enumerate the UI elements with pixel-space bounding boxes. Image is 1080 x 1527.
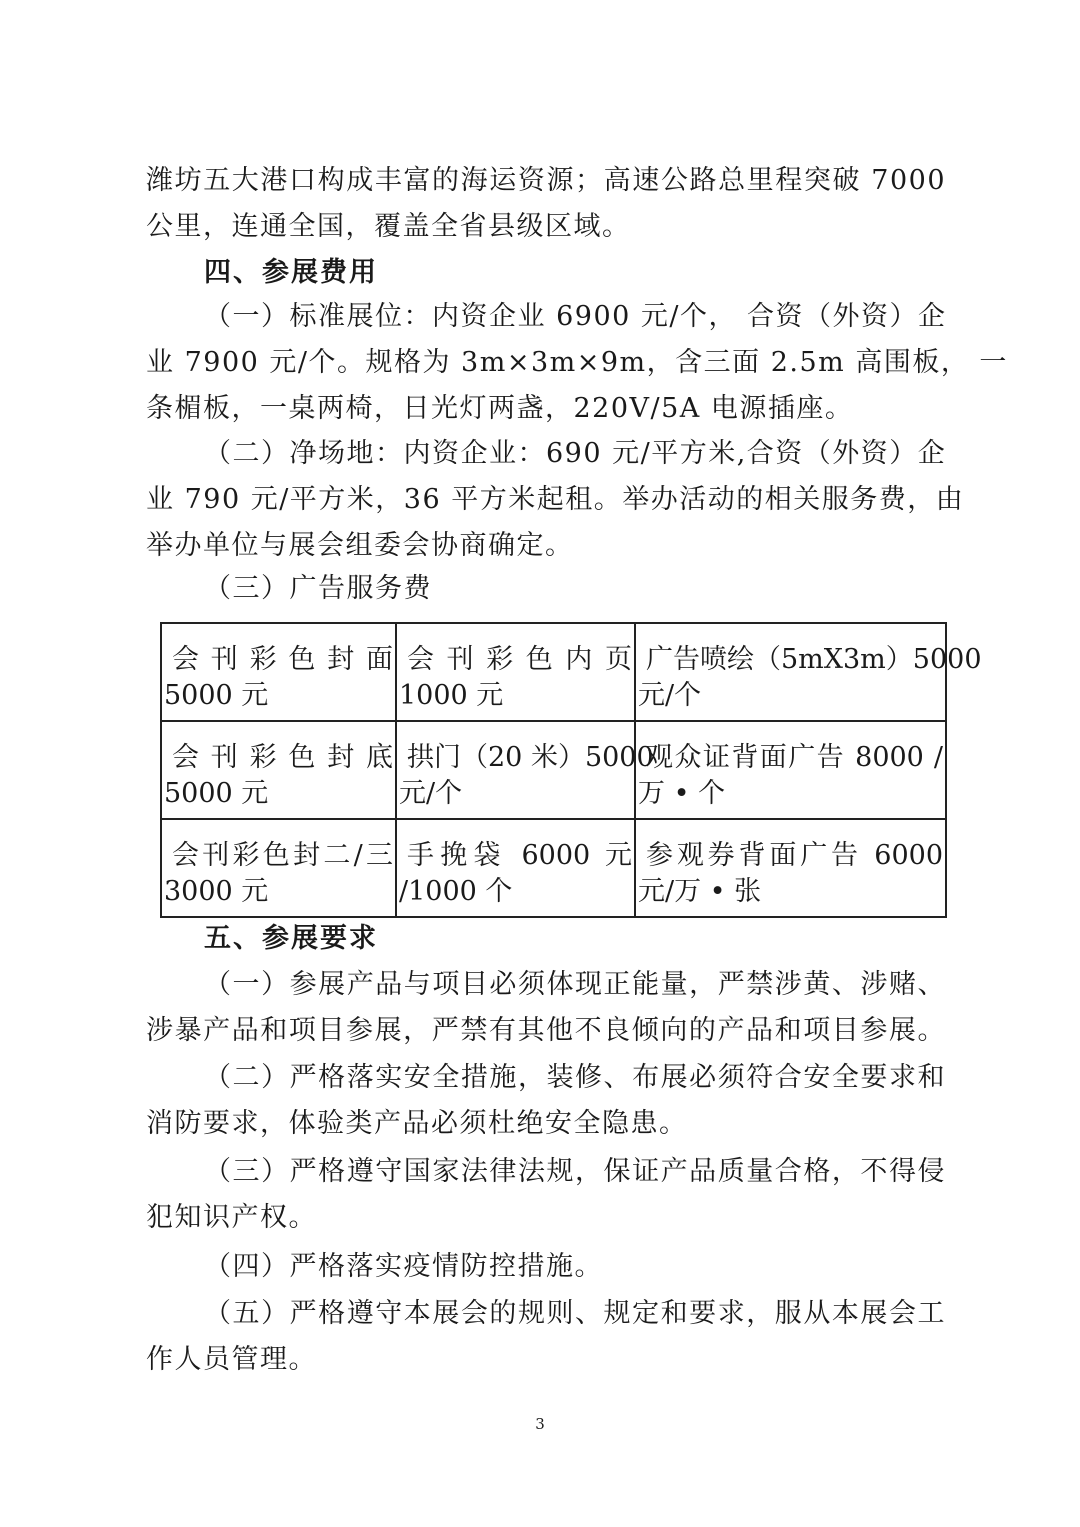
table-row [161,819,946,917]
paragraph-line: 犯知识产权。 [146,1202,317,1233]
paragraph-line: （一）标准展位：内资企业 6900 元/个， 合资（外资）企 [204,301,947,332]
paragraph-line: （四）严格落实疫情防控措施。 [204,1251,603,1282]
table-cell: 广告喷绘（5mX3m）5000 元/个 [635,623,946,721]
paragraph-line: （二）净场地：内资企业：690 元/平方米,合资（外资）企 [204,438,947,469]
table-cell: 会刊彩色封底 5000 元 [161,721,396,819]
paragraph-line: 涉暴产品和项目参展，严禁有其他不良倾向的产品和项目参展。 [146,1015,946,1046]
table-cell: 会刊彩色内页 1000 元 [396,623,635,721]
paragraph-line: （三）严格遵守国家法律法规，保证产品质量合格，不得侵 [204,1156,946,1187]
intro-text-line: 公里，连通全国，覆盖全省县级区域。 [146,211,631,242]
table-row [161,721,946,819]
table-cell: 参观券背面广告 6000 元/万 • 张 [635,819,946,917]
paragraph-line: （五）严格遵守本展会的规则、规定和要求，服从本展会工 [204,1298,946,1329]
paragraph-line: 作人员管理。 [146,1344,317,1375]
table-cell: 观众证背面广告 8000 / 万 • 个 [635,721,946,819]
table-cell: 拱门（20 米）5000 元/个 [396,721,635,819]
paragraph-line: （三）广告服务费 [204,573,432,604]
table-row [161,623,946,721]
paragraph-line: 消防要求，体验类产品必须杜绝安全隐患。 [146,1108,688,1139]
paragraph-line: （二）严格落实安全措施，装修、布展必须符合安全要求和 [204,1062,946,1093]
paragraph-line: 举办单位与展会组委会协商确定。 [146,530,574,561]
paragraph-line: 业 7900 元/个。规格为 3m×3m×9m，含三面 2.5m 高围板， 一 [146,347,1008,378]
paragraph-line: 条楣板，一桌两椅，日光灯两盏，220V/5A 电源插座。 [146,393,854,424]
page-number: 3 [535,1415,545,1433]
table-cell: 会刊彩色封面 5000 元 [161,623,396,721]
table-cell: 会刊彩色封二/三 3000 元 [161,819,396,917]
paragraph-line: 业 790 元/平方米，36 平方米起租。举办活动的相关服务费，由 [146,484,965,515]
section-heading-requirements: 五、参展要求 [204,923,378,954]
section-heading-fees: 四、参展费用 [204,257,378,288]
paragraph-line: （一）参展产品与项目必须体现正能量，严禁涉黄、涉赌、 [204,969,946,1000]
table-cell: 手挽袋 6000 元 /1000 个 [396,819,635,917]
intro-text-line: 潍坊五大港口构成丰富的海运资源；高速公路总里程突破 7000 [146,165,946,196]
advertising-fee-table [160,622,982,918]
